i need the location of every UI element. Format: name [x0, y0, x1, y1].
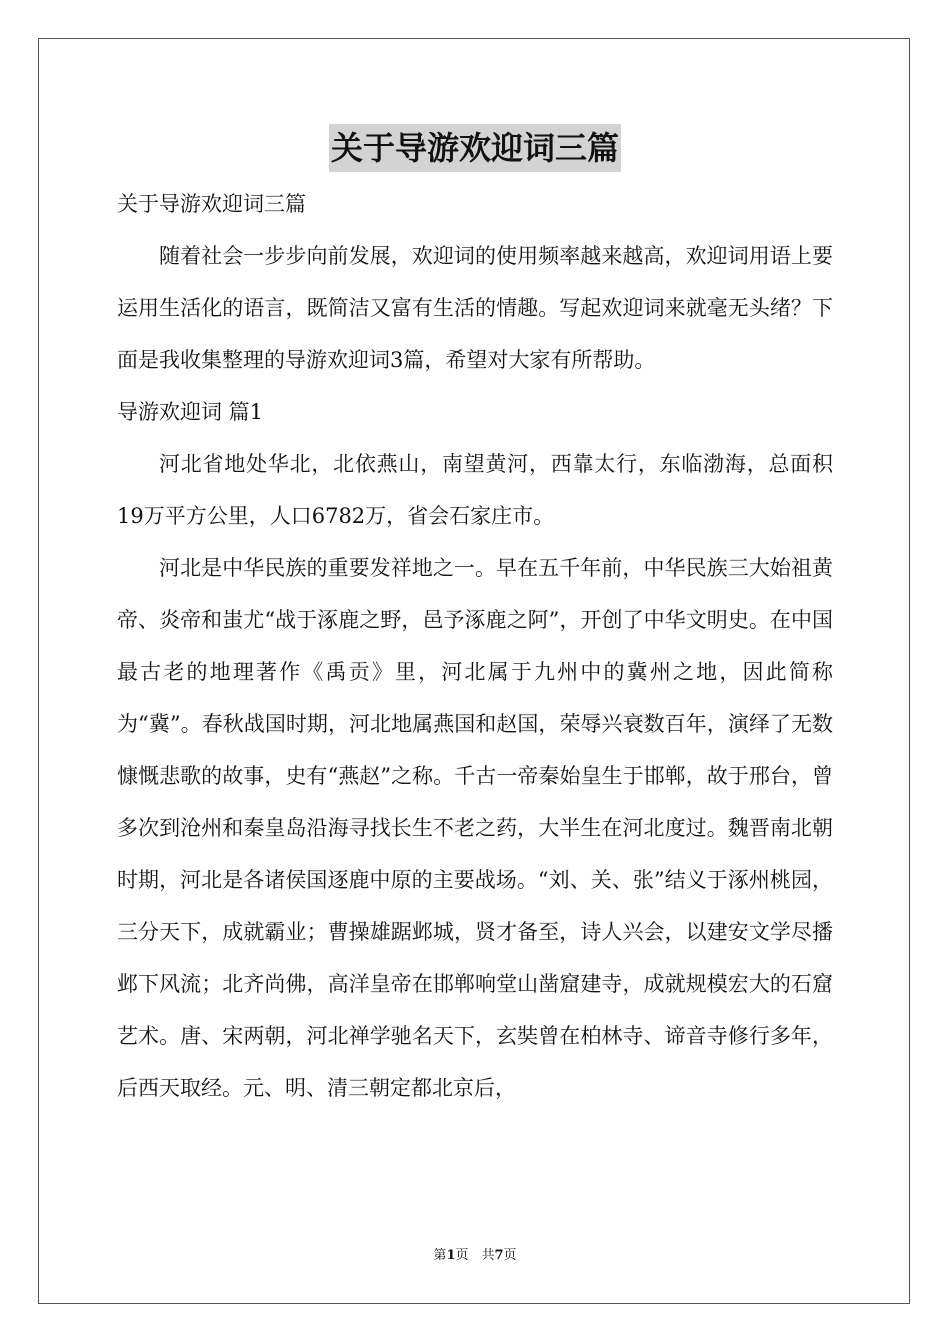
subtitle: 关于导游欢迎词三篇 — [117, 192, 306, 216]
document-title: 关于导游欢迎词三篇 — [329, 124, 621, 172]
section-heading: 导游欢迎词 篇1 — [117, 400, 264, 424]
document-title-wrapper — [0, 124, 950, 172]
page-prefix: 第 — [433, 1248, 447, 1263]
paragraph-1: 河北省地处华北，北依燕山，南望黄河，西靠太行，东临渤海，总面积19万平方公里，人口6782万，省会石家庄市。 — [117, 452, 833, 528]
page-total: 7 — [494, 1248, 504, 1263]
page-footer — [0, 1246, 950, 1266]
page-mid: 页 共 — [455, 1248, 495, 1263]
intro-paragraph: 随着社会一步步向前发展，欢迎词的使用频率越来越高，欢迎词用语上要运用生活化的语言，既简洁又富有生活的情趣。写起欢迎词来就毫无头绪？下面是我收集整理的导游欢迎词3篇，希望对大家有所帮助。 — [117, 244, 833, 372]
document-body — [117, 178, 833, 1114]
paragraph-2: 河北是中华民族的重要发祥地之一。早在五千年前，中华民族三大始祖黄帝、炎帝和蚩尤“战于涿鹿之野，邑予涿鹿之阿”，开创了中华文明史。在中国最古老的地理著作《禹贡》里，河北属于九州中的冀州之地，因此简称为“冀”。春秋战国时期，河北地属燕国和赵国，荣辱兴衰数百年，演绎了无数慷慨悲歌的故事，史有“燕赵”之称。千古一帝秦始皇生于邯郸，故于邢台，曾多次到沧州和秦皇岛沿海寻找长生不老之药，大半生在河北度过。魏晋南北朝时期，河北是各诸侯国逐鹿中原的主要战场。“刘、关、张”结义于涿州桃园，三分天下，成就霸业；曹操雄踞邺城，贤才备至，诗人兴会，以建安文学尽播邺下风流；北齐尚佛，高洋皇帝在邯郸响堂山凿窟建寺，成就规模宏大的石窟艺术。唐、宋两朝，河北禅学驰名天下，玄奘曾在柏林寺、谛音寺修行多年，后西天取经。元、明、清三朝定都北京后， — [117, 556, 833, 1100]
page-current: 1 — [446, 1248, 456, 1263]
page-suffix: 页 — [503, 1248, 517, 1263]
